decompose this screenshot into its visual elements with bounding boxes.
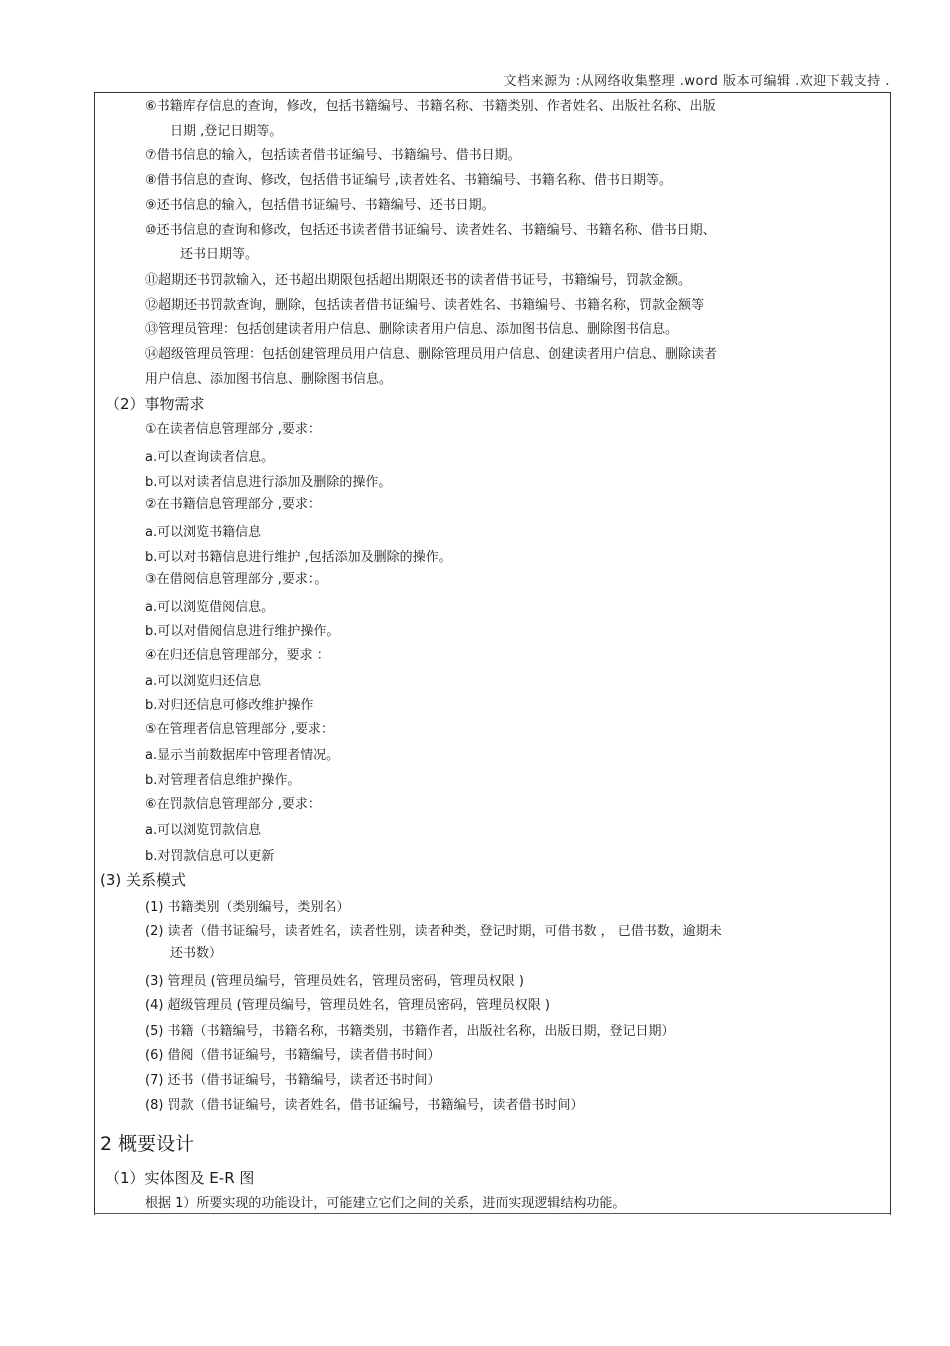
- trans-item: a.显示当前数据库中管理者情况。: [145, 748, 340, 763]
- func-item-7: ⑦借书信息的输入，包括读者借书证编号、书籍编号、借书日期。: [145, 148, 521, 163]
- trans-item: b.对管理者信息维护操作。: [145, 773, 301, 788]
- trans-item: ①在读者信息管理部分 ,要求：: [145, 422, 321, 437]
- trans-item: a.可以浏览书籍信息: [145, 525, 262, 540]
- trans-item: ③在借阅信息管理部分 ,要求：。: [145, 572, 328, 587]
- relation-item-3: (3) 管理员 (管理员编号，管理员姓名，管理员密码，管理员权限 ): [145, 974, 524, 989]
- section-design-title: 2 概要设计: [100, 1133, 195, 1155]
- trans-item: a.可以浏览归还信息: [145, 674, 262, 689]
- design-text: 根据 1）所要实现的功能设计，可能建立它们之间的关系，进而实现逻辑结构功能。: [145, 1196, 626, 1211]
- func-item-8: ⑧借书信息的查询、修改，包括借书证编号 ,读者姓名、书籍编号、书籍名称、借书日期等。: [145, 173, 672, 188]
- func-item-12: ⑫超期还书罚款查询，删除，包括读者借书证编号、读者姓名、书籍编号、书籍名称，罚款金额等: [145, 298, 705, 313]
- relation-item-8: (8) 罚款（借书证编号，读者姓名，借书证编号，书籍编号，读者借书时间）: [145, 1098, 584, 1113]
- trans-item: ⑥在罚款信息管理部分 ,要求：: [145, 797, 321, 812]
- func-item-9: ⑨还书信息的输入，包括借书证编号、书籍编号、还书日期。: [145, 198, 495, 213]
- func-item-6: ⑥书籍库存信息的查询，修改，包括书籍编号、书籍名称、书籍类别、作者姓名、出版社名称、出版: [145, 99, 716, 114]
- page-header: 文档来源为 :从网络收集整理 .word 版本可编辑 .欢迎下载支持 .: [503, 74, 890, 89]
- trans-item: b.可以对读者信息进行添加及删除的操作。: [145, 475, 392, 490]
- relation-item-2-cont: 还书数）: [170, 946, 223, 961]
- func-item-6-cont: 日期 ,登记日期等。: [170, 124, 283, 139]
- trans-item: b.对罚款信息可以更新: [145, 849, 275, 864]
- design-subtitle: （1）实体图及 E-R 图: [105, 1169, 255, 1187]
- func-item-13: ⑬管理员管理：包括创建读者用户信息、删除读者用户信息、添加图书信息、删除图书信息。: [145, 322, 679, 337]
- relation-item-4: (4) 超级管理员 (管理员编号，管理员姓名，管理员密码，管理员权限 ): [145, 998, 550, 1013]
- section-transaction-title: （2）事物需求: [105, 395, 205, 413]
- func-item-14: ⑭超级管理员管理：包括创建管理员用户信息、删除管理员用户信息、创建读者用户信息、删除读者: [145, 347, 718, 362]
- trans-item: a.可以浏览借阅信息。: [145, 600, 275, 615]
- relation-item-1: (1) 书籍类别（类别编号，类别名）: [145, 900, 350, 915]
- trans-item: a.可以浏览罚款信息: [145, 823, 262, 838]
- func-item-10-cont: 还书日期等。: [180, 247, 259, 262]
- trans-item: ⑤在管理者信息管理部分 ,要求：: [145, 722, 334, 737]
- section-relation-title: (3) 关系模式: [100, 871, 187, 889]
- trans-item: b.对归还信息可修改维护操作: [145, 698, 314, 713]
- func-item-14-cont: 用户信息、添加图书信息、删除图书信息。: [145, 372, 393, 387]
- relation-item-7: (7) 还书（借书证编号，书籍编号，读者还书时间）: [145, 1073, 441, 1088]
- func-item-10: ⑩还书信息的查询和修改，包括还书读者借书证编号、读者姓名、书籍编号、书籍名称、借书日期、: [145, 223, 716, 238]
- relation-item-2: (2) 读者（借书证编号，读者姓名，读者性别，读者种类，登记时期，可借书数 ， 已借书数，逾期未: [145, 924, 722, 939]
- trans-item: b.可以对借阅信息进行维护操作。: [145, 624, 340, 639]
- trans-item: ②在书籍信息管理部分 ,要求：: [145, 497, 321, 512]
- trans-item: b.可以对书籍信息进行维护 ,包括添加及删除的操作。: [145, 550, 452, 565]
- trans-item: a.可以查询读者信息。: [145, 450, 275, 465]
- frame-bottom-line: [94, 1213, 891, 1214]
- func-item-11: ⑪超期还书罚款输入，还书超出期限包括超出期限还书的读者借书证号，书籍编号，罚款金额。: [145, 273, 692, 288]
- relation-item-6: (6) 借阅（借书证编号，书籍编号，读者借书时间）: [145, 1048, 441, 1063]
- relation-item-5: (5) 书籍（书籍编号，书籍名称，书籍类别，书籍作者，出版社名称，出版日期，登记日期）: [145, 1024, 675, 1039]
- trans-item: ④在归还信息管理部分，要求 ：: [145, 648, 330, 663]
